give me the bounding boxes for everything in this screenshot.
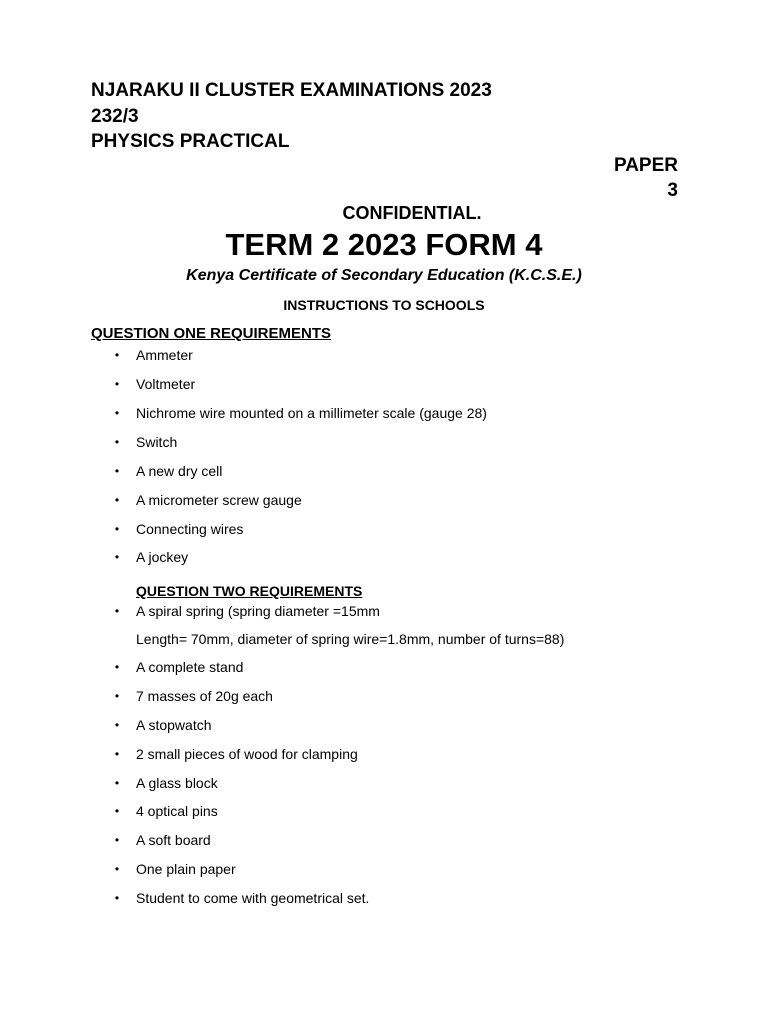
confidential-label: CONFIDENTIAL. — [342, 203, 482, 223]
list-item-label: 7 masses of 20g each — [136, 688, 273, 704]
paper-code: 232/3 — [91, 106, 139, 127]
bullet-icon: • — [114, 464, 120, 478]
exam-title: NJARAKU II CLUSTER EXAMINATIONS 2023 — [91, 80, 492, 101]
list-item-label: A soft board — [136, 832, 211, 848]
list-item — [114, 432, 178, 452]
paper-word: PAPER — [613, 155, 678, 176]
paper-label — [614, 153, 678, 203]
list-item — [114, 657, 244, 677]
bullet-icon: • — [114, 550, 120, 564]
list-item-label: A jockey — [136, 549, 189, 565]
bullet-icon: • — [114, 406, 120, 420]
bullet-icon: • — [114, 891, 120, 905]
term-title: TERM 2 2023 FORM 4 — [225, 227, 543, 262]
bullet-icon: • — [114, 804, 120, 818]
list-item — [114, 519, 244, 539]
bullet-icon: • — [114, 747, 120, 761]
bullet-icon: • — [114, 493, 120, 507]
instructions-heading: INSTRUCTIONS TO SCHOOLS — [283, 297, 485, 313]
list-item-label: Ammeter — [136, 347, 193, 363]
list-item — [114, 686, 273, 706]
bullet-icon: • — [114, 377, 120, 391]
paper-number: 3 — [667, 180, 678, 201]
list-item-label: 4 optical pins — [136, 803, 218, 819]
bullet-icon: • — [114, 522, 120, 536]
bullet-icon: • — [114, 348, 120, 362]
list-item-label: Student to come with geometrical set. — [136, 890, 370, 906]
question-two-heading: QUESTION TWO REQUIREMENTS — [136, 583, 363, 599]
list-item-label: Connecting wires — [136, 521, 244, 537]
list-item-label: A spiral spring (spring diameter =15mm — [136, 603, 380, 619]
bullet-icon: • — [114, 862, 120, 876]
list-item-label: 2 small pieces of wood for clamping — [136, 746, 358, 762]
list-item — [114, 888, 370, 908]
list-item — [114, 345, 193, 365]
list-item — [114, 859, 236, 879]
list-item — [114, 374, 196, 394]
bullet-icon: • — [114, 718, 120, 732]
list-item — [114, 773, 218, 793]
list-item-label: A glass block — [136, 775, 218, 791]
bullet-icon: • — [114, 776, 120, 790]
bullet-icon: • — [114, 435, 120, 449]
list-item-label: One plain paper — [136, 861, 236, 877]
list-item — [114, 801, 218, 821]
list-item — [114, 461, 223, 481]
list-item-label: A new dry cell — [136, 463, 223, 479]
bullet-icon: • — [114, 660, 120, 674]
bullet-icon: • — [114, 689, 120, 703]
list-item-label: Voltmeter — [136, 376, 196, 392]
subject-title: PHYSICS PRACTICAL — [91, 131, 290, 152]
bullet-icon: • — [114, 604, 120, 618]
list-item-label: Nichrome wire mounted on a millimeter scale (gauge 28) — [136, 405, 487, 421]
question-one-heading: QUESTION ONE REQUIREMENTS — [91, 325, 332, 342]
list-item — [114, 601, 380, 621]
list-item — [114, 830, 211, 850]
list-item — [114, 547, 189, 567]
kcse-subtitle: Kenya Certificate of Secondary Education (K.C.S.E.) — [186, 267, 582, 284]
list-item — [114, 744, 358, 764]
list-item — [114, 715, 212, 735]
list-item — [114, 490, 302, 510]
list-item-label: A stopwatch — [136, 717, 212, 733]
list-item-continuation: Length= 70mm, diameter of spring wire=1.8mm, number of turns=88) — [136, 631, 565, 647]
bullet-icon: • — [114, 833, 120, 847]
list-item — [114, 403, 487, 423]
list-item-label: Switch — [136, 434, 178, 450]
list-item-label: A micrometer screw gauge — [136, 492, 302, 508]
list-item-label: A complete stand — [136, 659, 244, 675]
